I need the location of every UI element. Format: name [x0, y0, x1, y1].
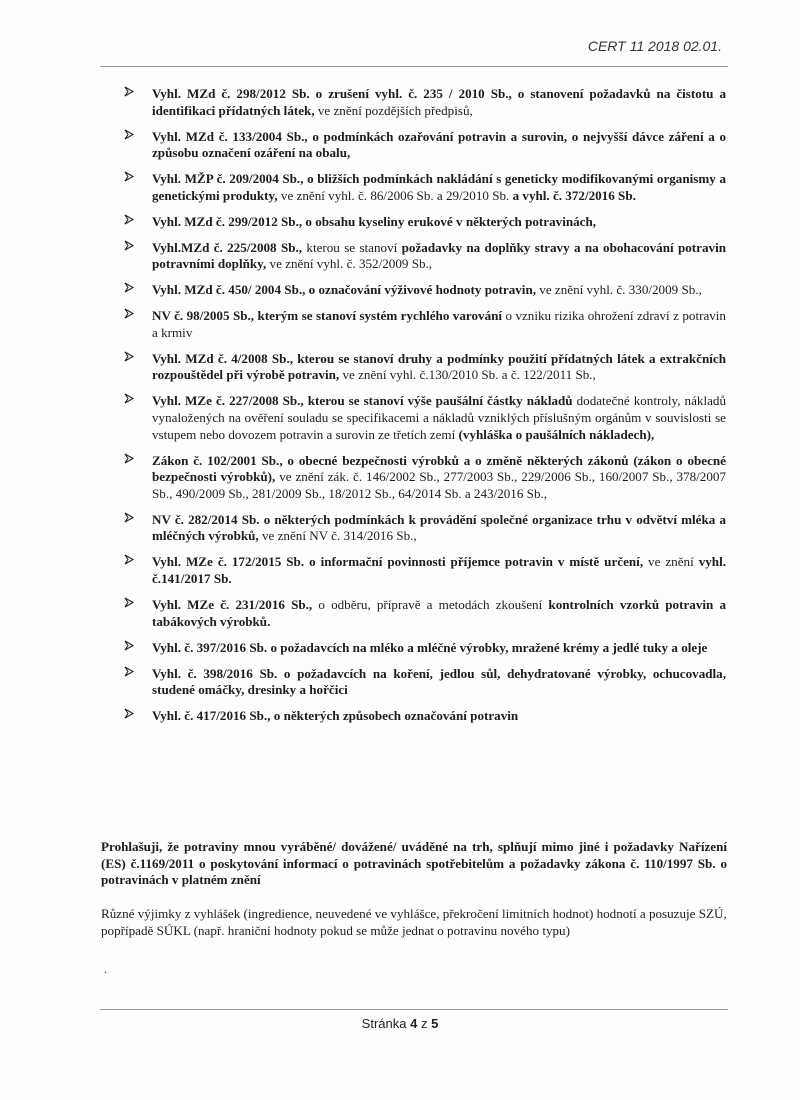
regulation-text: [152, 597, 726, 630]
regulation-detail: ve znění vyhl. č.130/2010 Sb. a č. 122/2011 Sb.,: [339, 367, 596, 383]
list-item: [124, 512, 726, 545]
footer-total-pages: 5: [431, 1016, 439, 1031]
regulation-text: [152, 453, 726, 503]
list-item: [124, 554, 726, 587]
list-item: [124, 282, 726, 299]
regulation-text: [152, 171, 726, 204]
regulation-text: [152, 666, 726, 699]
regulation-title: vyhl. č.141/2017 Sb.: [152, 554, 726, 586]
list-item: [124, 129, 726, 162]
regulation-title: Vyhl. MZd č. 4/2008 Sb., kterou se stanoví druhy a podmínky použití přídatných látek a extrakčních rozpouštědel při výrobě potravin,: [152, 350, 726, 383]
regulation-title: Vyhl.MZd č. 225/2008 Sb.,: [152, 239, 303, 255]
footer-label: Stránka: [361, 1016, 407, 1031]
regulation-detail: dodatečné kontroly, nákladů vynaložených na ověření souladu se specifikacemi a nákladů vzniklých příslušným orgánům v souvislosti se vstupem nebo dovozem potravin a surovin ze třetích zemí: [152, 393, 726, 442]
arrow-bullet-icon: [124, 282, 140, 299]
regulation-text: [152, 282, 726, 299]
regulation-detail: ve znění vyhl. č. 330/2009 Sb.,: [536, 282, 702, 298]
arrow-bullet-icon: [124, 393, 140, 410]
arrow-bullet-icon: [124, 708, 140, 725]
list-item: [124, 308, 726, 341]
regulation-detail: ve znění: [643, 554, 699, 570]
regulation-title: Vyhl. MZe č. 231/2016 Sb.,: [152, 596, 313, 612]
arrow-bullet-icon: [124, 308, 140, 325]
arrow-bullet-icon: [124, 666, 140, 683]
regulation-text: [152, 512, 726, 545]
regulation-title: Vyhl. č. 398/2016 Sb. o požadavcích na koření, jedlou sůl, dehydratované výrobky, ochucovadla, studené omáčky, dresinky a hořčici: [152, 665, 726, 698]
regulation-title: (vyhláška o paušálních nákladech),: [458, 426, 655, 442]
regulation-text: [152, 351, 726, 384]
arrow-bullet-icon: [124, 214, 140, 231]
list-item: [124, 351, 726, 384]
regulation-text: [152, 129, 726, 162]
list-item: [124, 86, 726, 119]
list-item: [124, 708, 726, 725]
arrow-bullet-icon: [124, 554, 140, 571]
list-item: [124, 597, 726, 630]
regulation-title: Vyhl. MZe č. 172/2015 Sb. o informační povinnosti příjemce potravin v místě určení,: [152, 554, 644, 570]
document-code: CERT 11 2018 02.01.: [587, 38, 722, 54]
regulation-title: Vyhl. č. 417/2016 Sb., o některých způsobech označování potravin: [152, 708, 519, 724]
regulation-title: Vyhl. MZd č. 450/ 2004 Sb., o označování výživové hodnoty potravin,: [152, 282, 537, 298]
regulation-text: [152, 554, 726, 587]
regulation-title: Vyhl. MZd č. 299/2012 Sb., o obsahu kyseliny erukové v některých potravinách,: [152, 213, 597, 229]
page-footer: [0, 1016, 800, 1031]
header-rule: [100, 66, 728, 67]
regulation-text: [152, 708, 726, 725]
regulation-list: [124, 86, 726, 734]
regulation-text: [152, 640, 726, 657]
arrow-bullet-icon: [124, 171, 140, 188]
exceptions-note: Různé výjimky z vyhlášek (ingredience, neuvedené ve vyhlášce, překročení limitních hodnot) hodnotí a posuzuje SZÚ, popřípadě SÚKL (např. hraniční hodnoty pokud se může jednat o potravinu nového typu): [101, 906, 727, 938]
footer-separator: z: [420, 1016, 428, 1031]
stray-mark: .: [104, 962, 107, 976]
arrow-bullet-icon: [124, 351, 140, 368]
regulation-title: Vyhl. č. 397/2016 Sb. o požadavcích na mléko a mléčné výrobky, mražené krémy a jedlé tuky a oleje: [152, 639, 708, 655]
regulation-title: Vyhl. MZd č. 133/2004 Sb., o podmínkách ozařování potravin a surovin, o nejvyšší dávce záření a o způsobu označení ozáření na obalu,: [152, 128, 726, 161]
regulation-detail: ve znění NV č. 314/2016 Sb.,: [258, 528, 417, 544]
regulation-title: Zákon č. 102/2001 Sb., o obecné bezpečnosti výrobků a o změně některých zákonů (zákon o obecné bezpečnosti výrobků),: [152, 452, 726, 485]
regulation-detail: ve znění vyhl. č. 86/2006 Sb. a 29/2010 Sb.: [277, 187, 510, 203]
regulation-detail: o vzniku rizika ohrožení zdraví z potravin a krmiv: [152, 308, 726, 340]
regulation-text: [152, 240, 726, 273]
arrow-bullet-icon: [124, 86, 140, 103]
regulation-title: požadavky na doplňky stravy a na obohacování potravin potravními doplňky,: [152, 239, 726, 272]
regulation-text: [152, 393, 726, 443]
list-item: [124, 240, 726, 273]
list-item: [124, 453, 726, 503]
regulation-detail: ve znění vyhl. č. 352/2009 Sb.,: [266, 256, 433, 272]
arrow-bullet-icon: [124, 512, 140, 529]
arrow-bullet-icon: [124, 240, 140, 257]
regulation-detail: ve znění zák. č. 146/2002 Sb., 277/2003 Sb., 229/2006 Sb., 160/2007 Sb., 378/2007 Sb., 490/2009 Sb., 281/2009 Sb., 18/2012 Sb., 64/2014 Sb. a 243/2016 Sb.,: [152, 469, 726, 501]
declaration-paragraph: Prohlašuji, že potraviny mnou vyráběné/ dovážené/ uváděné na trh, splňují mimo jiné i požadavky Nařízení (ES) č.1169/2011 o poskytování informací o potravinách spotřebitelům a požadavky zákona č. 110/1997 Sb. o potravinách v platném znění: [101, 839, 727, 888]
regulation-text: [152, 86, 726, 119]
list-item: [124, 214, 726, 231]
regulation-detail: ve znění pozdějších předpisů,: [314, 102, 473, 118]
arrow-bullet-icon: [124, 640, 140, 657]
list-item: [124, 393, 726, 443]
list-item: [124, 640, 726, 657]
regulation-detail: o odběru, přípravě a metodách zkoušení: [312, 596, 549, 612]
regulation-title: Vyhl. MZe č. 227/2008 Sb., kterou se stanoví výše paušální částky nákladů: [152, 393, 573, 409]
regulation-title: Vyhl. MŽP č. 209/2004 Sb., o bližších podmínkách nakládání s geneticky modifikovanými organismy a genetickými produkty,: [152, 171, 726, 203]
regulation-text: [152, 214, 726, 231]
regulation-title: NV č. 282/2014 Sb. o některých podmínkách k provádění společné organizace trhu v odvětví mléka a mléčných výrobků,: [152, 511, 726, 544]
regulation-title: a vyhl. č. 372/2016 Sb.: [509, 187, 636, 203]
footer-current-page: 4: [410, 1016, 418, 1031]
list-item: [124, 666, 726, 699]
regulation-title: Vyhl. MZd č. 298/2012 Sb. o zrušení vyhl. č. 235 / 2010 Sb., o stanovení požadavků na čistotu a identifikaci přídatných látek,: [152, 86, 726, 118]
regulation-title: kontrolních vzorků potravin a tabákových výrobků.: [152, 596, 726, 629]
footer-rule: [100, 1009, 728, 1010]
arrow-bullet-icon: [124, 453, 140, 470]
list-item: [124, 171, 726, 204]
regulation-text: [152, 308, 726, 341]
regulation-title: NV č. 98/2005 Sb., kterým se stanoví systém rychlého varování: [152, 308, 503, 324]
regulation-detail: kterou se stanoví: [302, 239, 402, 255]
arrow-bullet-icon: [124, 597, 140, 614]
arrow-bullet-icon: [124, 129, 140, 146]
